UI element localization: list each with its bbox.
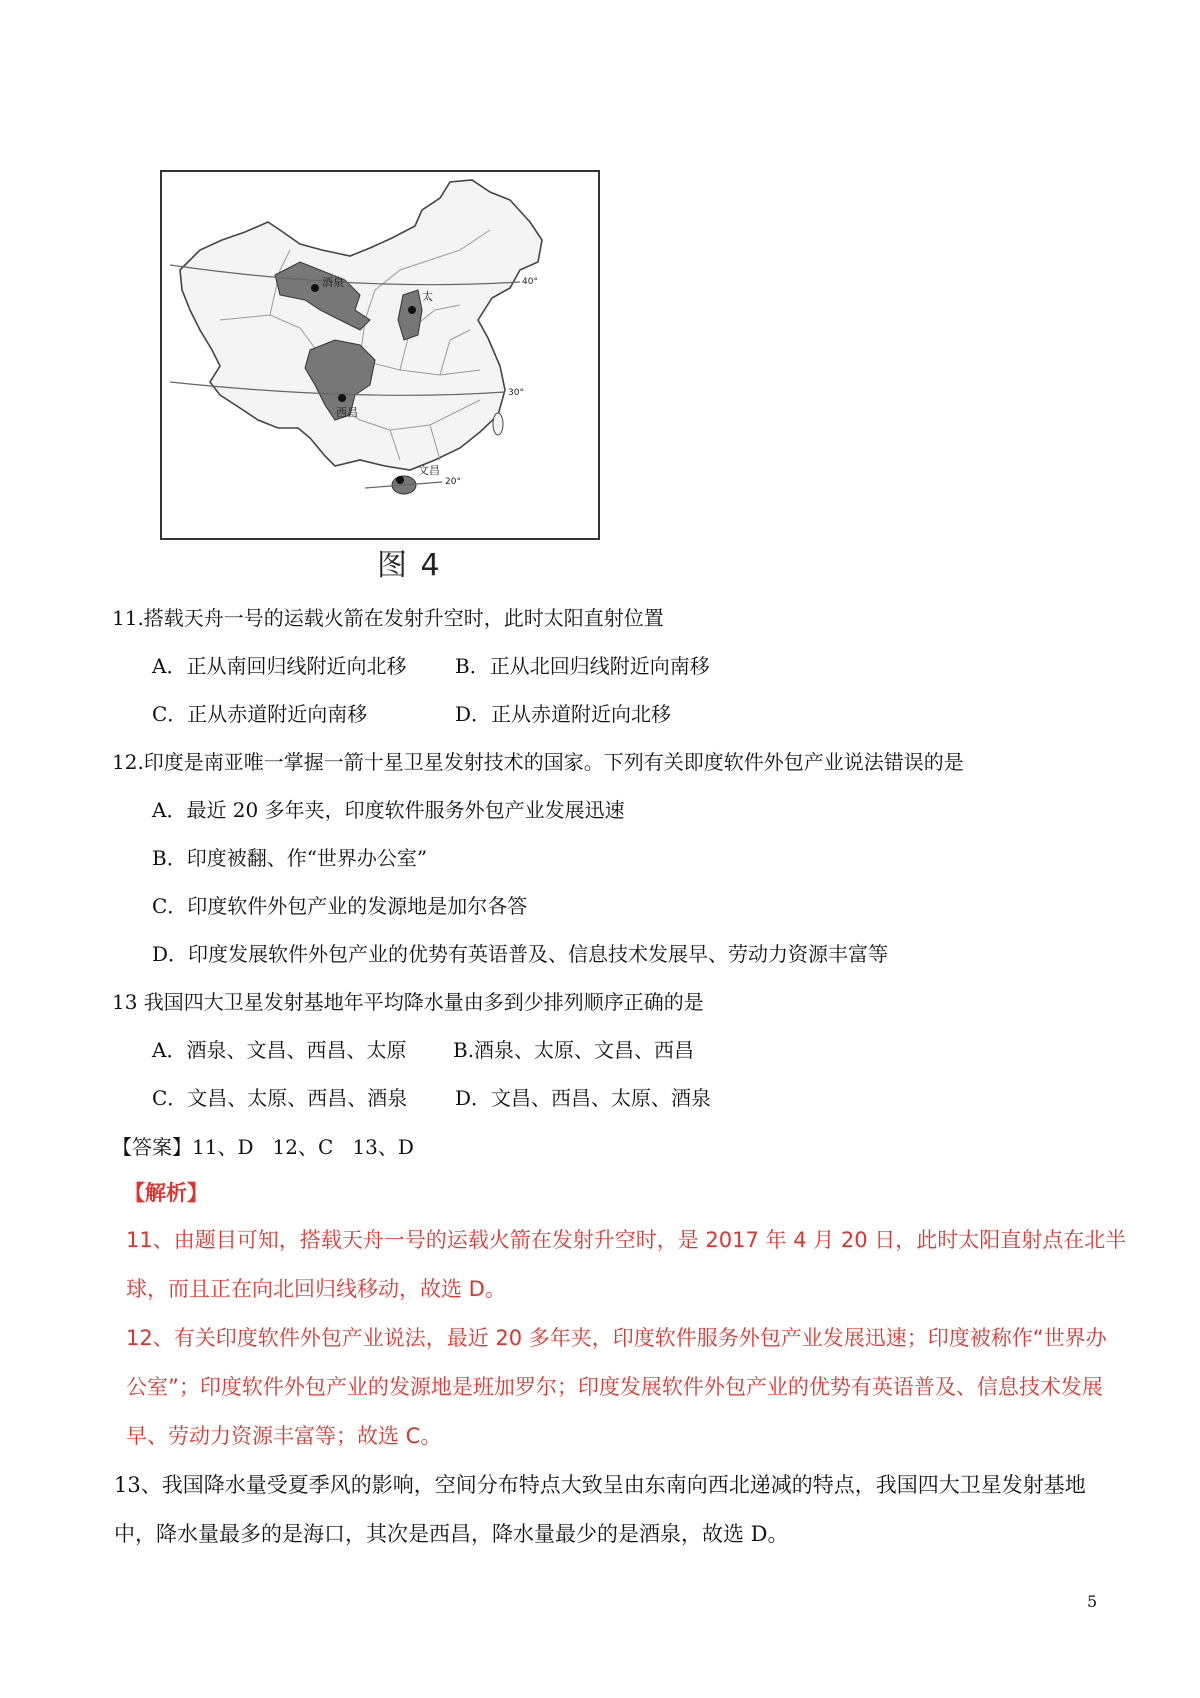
analysis-13-line-2: 中，降水量最多的是海口，其次是西昌，降水量最少的是酒泉，故选 D。 <box>114 1522 789 1546</box>
xichang-label: 西昌 <box>336 406 358 419</box>
analysis-13-line-1: 13、我国降水量受夏季风的影响，空间分布特点大致呈由东南向西北递减的特点，我国四大卫星发射基地 <box>114 1473 1086 1497</box>
question-12-option-c: C．印度软件外包产业的发源地是加尔各答 <box>152 894 528 918</box>
analysis-title: 【解析】 <box>124 1181 208 1205</box>
question-12-stem: 12.印度是南亚唯一掌握一箭十星卫星发射技术的国家。下列有关即度软件外包产业说法错误的是 <box>112 750 964 774</box>
analysis-line-4: 公室”；印度软件外包产业的发源地是班加罗尔；印度发展软件外包产业的优势有英语普及、信息技术发展 <box>126 1375 1103 1399</box>
figure-caption: 图 4 <box>377 548 442 583</box>
jiuquan-label: 酒泉 <box>322 276 344 289</box>
question-13-option-d: D．文昌、西昌、太原、酒泉 <box>455 1086 712 1110</box>
question-11-stem: 11.搭载天舟一号的运载火箭在发射升空时，此时太阳直射位置 <box>112 606 664 630</box>
question-11-option-a: A．正从南回归线附近向北移 <box>152 654 407 678</box>
question-12-option-a: A．最近 20 多年夹，印度软件服务外包产业发展迅速 <box>152 798 625 822</box>
analysis-line-1: 11、由题目可知，搭载天舟一号的运载火箭在发射升空时，是 2017 年 4 月 20 日，此时太阳直射点在北半 <box>126 1228 1127 1252</box>
wenchang-label: 文昌 <box>418 464 440 477</box>
question-11-option-b: B．正从北回归线附近向南移 <box>455 654 710 678</box>
question-13-option-c: C．文昌、太原、西昌、酒泉 <box>152 1086 408 1110</box>
lat20-label: 20° <box>445 477 461 487</box>
analysis-line-2: 球，而且正在向北回归线移动，故选 D。 <box>126 1277 506 1301</box>
analysis-line-3: 12、有关印度软件外包产业说法，最近 20 多年夹，印度软件服务外包产业发展迅速；印度被称作“世界办 <box>126 1326 1107 1350</box>
analysis-line-5: 早、劳动力资源丰富等；故选 C。 <box>126 1424 442 1448</box>
question-13-option-b: B.酒泉、太原、文昌、西昌 <box>453 1038 695 1062</box>
question-12-option-d: D．印度发展软件外包产业的优势有英语普及、信息技术发展早、劳动力资源丰富等 <box>152 942 889 966</box>
china-map-svg <box>160 170 600 540</box>
lat30-label: 30° <box>508 388 524 398</box>
china-map-figure <box>160 170 600 540</box>
jiuquan-point <box>311 284 319 292</box>
question-11-option-d: D．正从赤道附近向北移 <box>455 702 672 726</box>
answer-line: 【答案】11、D 12、C 13、D <box>112 1135 414 1159</box>
question-13-option-a: A．酒泉、文昌、西昌、太原 <box>152 1038 407 1062</box>
page-number: 5 <box>1087 1592 1098 1611</box>
xichang-point <box>338 394 346 402</box>
question-13-stem: 13 我国四大卫星发射基地年平均降水量由多到少排列顺序正确的是 <box>112 990 704 1014</box>
wenchang-point <box>396 476 404 484</box>
taiyuan-point <box>408 306 416 314</box>
question-12-option-b: B．印度被翻、作“世界办公室” <box>152 846 428 870</box>
taiyuan-label: 太 <box>422 290 433 303</box>
lat40-label: 40° <box>522 277 538 287</box>
taiwan-outline <box>493 413 503 435</box>
question-11-option-c: C．正从赤道附近向南移 <box>152 702 368 726</box>
